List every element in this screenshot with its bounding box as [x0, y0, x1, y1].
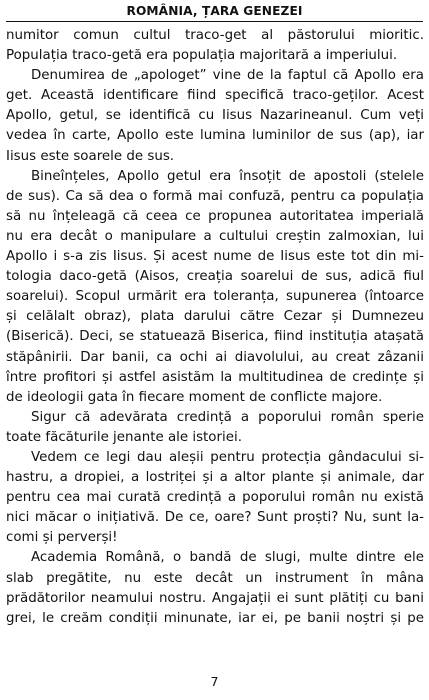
text-line: prădătorilor neamului nostru. Angajații ei sunt plătiți cu bani [6, 590, 424, 606]
text-line: de sus). Ca să dea o formă mai confuză, pentru ca populația [6, 188, 424, 204]
page-number: 7 [210, 674, 219, 689]
text-line: între profitori și astfel asistăm la multitudinea de credințe și [6, 369, 424, 385]
text-line: comi și perverși! [6, 530, 118, 546]
text-line: toate făcăturile jenante ale istoriei. [6, 429, 242, 445]
text-line: pentru cea mai curată credință a poporului român nu există [6, 490, 424, 506]
text-line: Iisus este soarele de sus. [6, 148, 175, 164]
text-line: Sigur că adevărata credință a poporului român sperie [31, 409, 424, 425]
header-rule [6, 21, 423, 22]
text-line: (Biserică). Deci, se statuează Biserica, fiind instituția atașată [6, 329, 424, 345]
text-line: Apollo, getul, se identifică cu Iisus Nazarineanul. Cum veți [6, 108, 424, 124]
text-line: numitor comun cultul traco-get al păstorului mioritic. [6, 28, 424, 43]
text-line: de ideologii gata în fiecare moment de conflicte majore. [6, 389, 383, 405]
running-header [0, 0, 429, 24]
text-line: vedea în carte, Apollo este lumina luminilor de sus (ap), iar [6, 128, 424, 144]
text-line: soarelui). Scopul urmărit era toleranța, supunerea (întoarce [6, 289, 424, 305]
text-line: și celălalt obraz), plata darului către Cezar și Dumnezeu [6, 309, 424, 325]
text-line: Apollo i s-a zis Iisus. Și acest nume de Iisus este tot din mi- [6, 249, 424, 265]
text-line: hastru, a dropiei, a lostriței și a altor plante și animale, dar [6, 470, 424, 486]
text-line: Denumirea de „apologet” vine de la faptul că Apollo era [31, 68, 424, 84]
text-line: nu era decât o manipulare a cultului creștin zalmoxian, lui [6, 228, 424, 244]
text-line: nici măcar o inițiativă. De ce, oare? Sunt proști? Nu, sunt la- [6, 510, 424, 526]
text-line: stăpânirii. Dar banii, ca ochi ai diavolului, au creat zâzanii [6, 349, 424, 365]
text-line: grei, le creăm condiții minunate, iar ei, pe banii noștri și pe [6, 610, 424, 626]
text-line: Academia Română, o bandă de slugi, multe dintre ele [31, 550, 424, 566]
running-header-title: ROMÂNIA, ȚARA GENEZEI [126, 4, 303, 18]
text-line: slab pregătite, nu este decât un instrument în mâna [6, 570, 424, 586]
text-line: tologia daco-getă (Aisos, creația soarelui de sus, adică fiul [6, 269, 424, 285]
body-text [6, 26, 424, 629]
text-line: să nu înțeleagă că ceea ce propunea autoritatea imperială [6, 208, 424, 224]
text-line: Populația traco-getă era populația majoritară a imperiului. [6, 48, 398, 64]
text-line: get. Această identificare fiind specifică traco-geților. Acest [6, 88, 424, 104]
text-line: Vedem ce legi dau aleșii pentru protecția gândacului si- [31, 449, 424, 465]
text-line: Bineînțeles, Apollo getul era însoțit de apostoli (stelele [31, 168, 424, 184]
